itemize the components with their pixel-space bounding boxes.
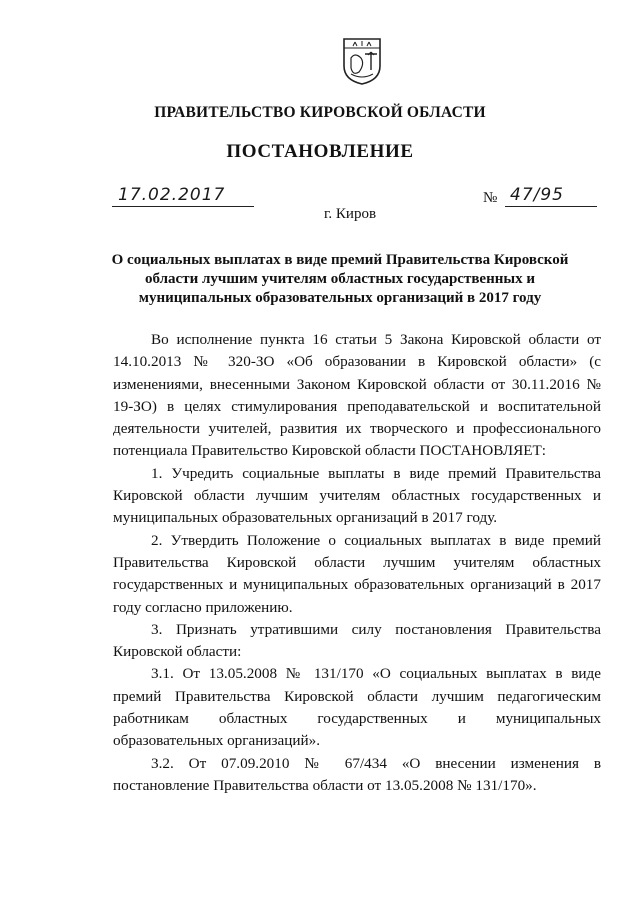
- government-title: ПРАВИТЕЛЬСТВО КИРОВСКОЙ ОБЛАСТИ: [154, 104, 486, 121]
- paragraph-1: 1. Учредить социальные выплаты в виде премий Правительства Кировской области лучшим учителям областных государственных и муниципальных образовательных организаций в 2017 году.: [113, 464, 601, 527]
- preamble-paragraph: Во исполнение пункта 16 статьи 5 Закона Кировской области от 14.10.2013 № 320-ЗО «Об образовании в Кировской области» (с изменениями, внесенными Законом Кировской области от 30.11.2016 № 19-ЗО) в целях стимулирования преподавательской и воспитательной деятельности учителей, развития их творческого и профессионального потенциала Правительство Кировской области ПОСТАНОВЛЯЕТ:: [113, 331, 601, 460]
- document-date: 17.02.2017: [118, 185, 226, 205]
- paragraph-3-1: 3.1. От 13.05.2008 № 131/170 «О социальных выплатах в виде премий Правительства Кировской области лучшим педагогическим работникам областных государственных и муниципальных образовательных организаций».: [113, 665, 601, 750]
- city: г. Киров: [323, 206, 377, 222]
- number-sign: №: [483, 190, 498, 206]
- document-subject: О социальных выплатах в виде премий Правительства Кировской области лучшим учителям областных государственных и муниципальных образовательных организаций в 2017 году: [111, 252, 569, 306]
- paragraph-2: 2. Утвердить Положение о социальных выплатах в виде премий Правительства Кировской области лучшим учителям областных государственных и муниципальных образовательных организаций в 2017 году согласно приложению.: [113, 531, 601, 616]
- document-body: [113, 329, 601, 797]
- paragraph-3: 3. Признать утратившими силу постановления Правительства Кировской области:: [113, 620, 601, 661]
- document-number: 47/95: [510, 185, 564, 205]
- document-type: ПОСТАНОВЛЕНИЕ: [226, 141, 414, 162]
- paragraph-3-2: 3.2. От 07.09.2010 № 67/434 «О внесении изменения в постановление Правительства области от 13.05.2008 № 131/170».: [113, 754, 601, 794]
- coat-of-arms-icon: [341, 36, 383, 86]
